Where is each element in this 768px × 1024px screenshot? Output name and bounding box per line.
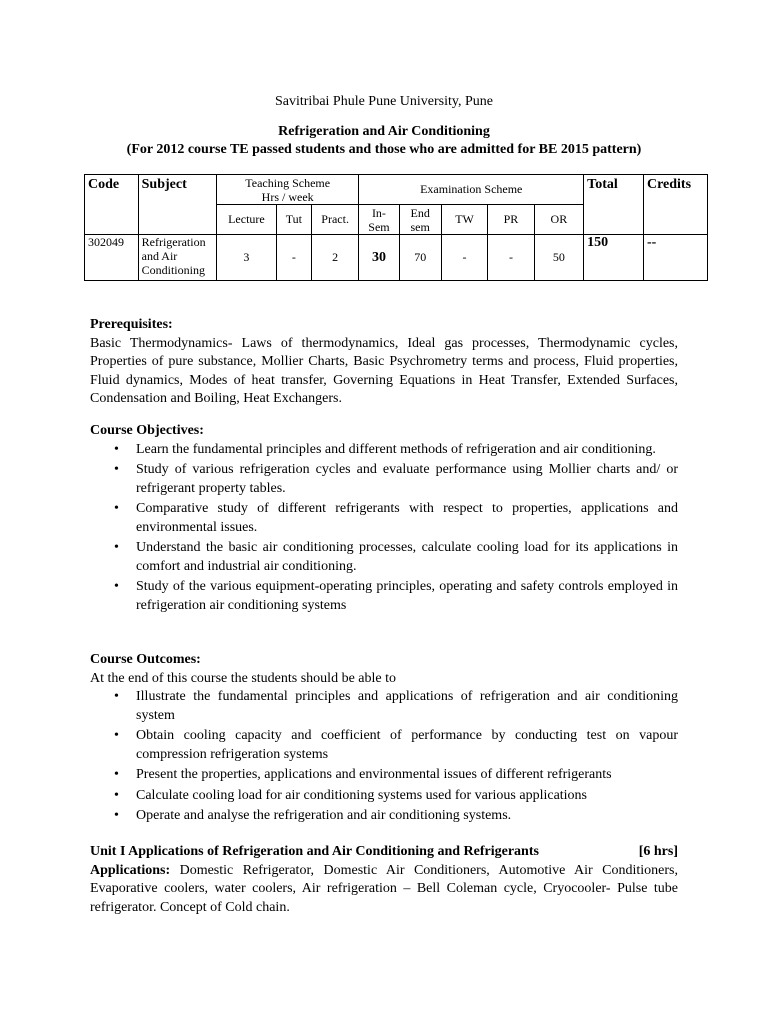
unit1-heading-line bbox=[90, 843, 678, 862]
tut-cell: - bbox=[276, 235, 311, 281]
subject-cell: Refrigeration and Air Conditioning bbox=[138, 235, 216, 281]
objectives-heading: Course Objectives: bbox=[90, 423, 204, 438]
lecture-cell: 3 bbox=[217, 235, 277, 281]
pract-cell: 2 bbox=[311, 235, 358, 281]
outcomes-intro: At the end of this course the students should be able to bbox=[90, 670, 396, 686]
pr-cell: - bbox=[488, 235, 534, 281]
list-item: • Understand the basic air conditioning processes, calculate cooling load for its applications in comfort and industrial air conditioning. bbox=[90, 539, 678, 576]
list-item: • Comparative study of different refrigerants with respect to properties, applications and environmental issues. bbox=[90, 500, 678, 537]
unit1-hours: [6 hrs] bbox=[638, 844, 678, 859]
pr-header: PR bbox=[488, 205, 534, 235]
applications-text: Domestic Refrigerator, Domestic Air Conditioners, Automotive Air Conditioners, Evaporative coolers, water coolers, Air refrigeration – Bell Coleman cycle, Cryocooler- Pulse tube refrigerator. Concept of Cold chain. bbox=[90, 862, 678, 915]
tw-cell: - bbox=[441, 235, 487, 281]
insem-cell: 30 bbox=[359, 235, 399, 281]
prerequisites-text: Basic Thermodynamics- Laws of thermodynamics, Ideal gas processes, Thermodynamic cycles, Properties of pure substance, Mollier Charts, Basic Psychrometry terms and process, Fluid properties, Fluid dynamics, Modes of heat transfer, Governing Equations in Heat Transfer, Extended Surfaces, Condensation and Boiling, Heat Exchangers. bbox=[90, 335, 678, 406]
total-header: Total bbox=[584, 175, 644, 235]
exam-scheme-header: Examination Scheme bbox=[359, 175, 584, 205]
list-item: • Learn the fundamental principles and different methods of refrigeration and air conditioning. bbox=[90, 441, 678, 460]
endsem-header: End sem bbox=[399, 205, 441, 235]
scheme-table bbox=[84, 174, 708, 281]
unit1-applications bbox=[90, 862, 678, 918]
credits-header: Credits bbox=[643, 175, 707, 235]
list-item: • Illustrate the fundamental principles and applications of refrigeration and air conditioning system bbox=[90, 688, 678, 725]
teaching-scheme-header bbox=[217, 175, 359, 205]
table-row bbox=[85, 235, 708, 281]
lecture-header: Lecture bbox=[217, 205, 277, 235]
applications-label: Applications: bbox=[90, 862, 171, 878]
or-header: OR bbox=[534, 205, 584, 235]
list-item: • Operate and analyse the refrigeration and air conditioning systems. bbox=[90, 807, 678, 826]
endsem-cell: 70 bbox=[399, 235, 441, 281]
list-item: • Obtain cooling capacity and coefficient of performance by conducting test on vapour compression refrigeration systems bbox=[90, 727, 678, 764]
teaching-scheme-sub: Hrs / week bbox=[261, 189, 314, 204]
list-item: • Study of various refrigeration cycles and evaluate performance using Mollier charts and/ or refrigerant property tables. bbox=[90, 461, 678, 498]
course-title: Refrigeration and Air Conditioning bbox=[278, 124, 490, 139]
prerequisites-section bbox=[90, 316, 678, 409]
pract-header: Pract. bbox=[311, 205, 358, 235]
credits-cell: -- bbox=[643, 235, 707, 281]
unit1-section bbox=[90, 843, 678, 917]
or-cell: 50 bbox=[534, 235, 584, 281]
unit1-title: Unit I Applications of Refrigeration and Air Conditioning and Refrigerants bbox=[90, 844, 539, 859]
outcomes-section bbox=[90, 651, 678, 828]
insem-header: In- Sem bbox=[359, 205, 399, 235]
prerequisites-heading: Prerequisites: bbox=[90, 317, 173, 332]
objectives-list bbox=[90, 441, 678, 616]
table-header-row bbox=[85, 175, 708, 205]
code-header: Code bbox=[85, 175, 139, 235]
total-cell: 150 bbox=[584, 235, 644, 281]
course-note: (For 2012 course TE passed students and those who are admitted for BE 2015 pattern) bbox=[126, 142, 642, 157]
objectives-section bbox=[90, 422, 678, 617]
list-item: • Present the properties, applications and environmental issues of different refrigerants bbox=[90, 766, 678, 785]
tut-header: Tut bbox=[276, 205, 311, 235]
university-name: Savitribai Phule Pune University, Pune bbox=[274, 94, 494, 109]
outcomes-list bbox=[90, 688, 678, 826]
list-item: • Study of the various equipment-operating principles, operating and safety controls employed in refrigeration air conditioning systems bbox=[90, 578, 678, 615]
outcomes-heading: Course Outcomes: bbox=[90, 652, 201, 667]
code-cell: 302049 bbox=[85, 235, 139, 281]
subject-header: Subject bbox=[138, 175, 216, 235]
tw-header: TW bbox=[441, 205, 487, 235]
list-item: • Calculate cooling load for air conditioning systems used for various applications bbox=[90, 787, 678, 806]
teaching-scheme-label: Teaching Scheme bbox=[245, 175, 331, 190]
